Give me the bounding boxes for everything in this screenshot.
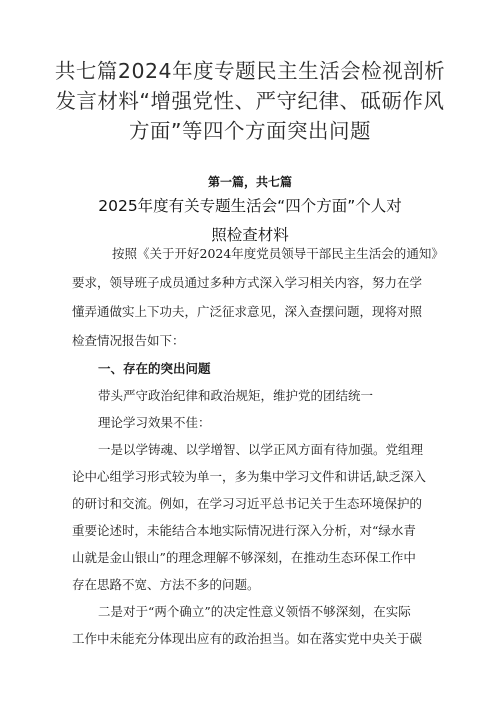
paragraph-line: 按照《关于开好2024年度党员领导干部民主生活会的通知》 (112, 246, 444, 261)
paragraph-line: 论中心组学习形式较为单一，多为集中学习文件和讲话,缺乏深入 (72, 469, 426, 484)
document-title (40, 56, 460, 146)
paragraph-line: 二是对于“两个确立”的决定性意义领悟不够深刻，在实际 (98, 604, 411, 619)
paragraph-line: 重要论述时，未能结合本地实际情况进行深入分析，对“绿水青 (72, 523, 416, 538)
section-heading: 一、存在的突出问题 (98, 361, 211, 376)
paragraph-line: 工作中未能充分体现出应有的政治担当。如在落实党中央关于碳 (72, 631, 423, 646)
paragraph-line: 山就是金山银山”的理念理解不够深刻，在推动生态环保工作中 (72, 550, 416, 565)
title-line-1: 共七篇2024年度专题民主生活会检视剖析 (54, 59, 446, 83)
paragraph-line: 存在思路不宽、方法不多的问题。 (72, 577, 260, 592)
title-line-2: 发言材料“增强党性、严守纪律、砥砺作风 (55, 89, 445, 113)
paragraph-line: 一是以学铸魂、以学增智、以学正风方面有待加强。党组理 (98, 442, 424, 457)
paragraph-line: 检查情况报告如下： (72, 333, 185, 348)
paragraph-line: 要求，领导班子成员通过多种方式深入学习相关内容，努力在学 (72, 275, 423, 290)
section-title (60, 192, 440, 250)
section-title-line-1: 2025年度有关专题生活会“四个方面”个人对 (98, 197, 402, 215)
paragraph-line: 的研讨和交流。例如，在学习习近平总书记关于生态环境保护的 (72, 496, 423, 511)
section-title-line-2: 照检查材料 (211, 226, 289, 244)
paragraph-line: 带头严守政治纪律和政治规矩，维护党的团结统一 (98, 388, 374, 403)
paragraph-line: 理论学习效果不佳： (98, 415, 211, 430)
part-label: 第一篇，共七篇 (207, 175, 292, 189)
title-line-3: 方面”等四个方面突出问题 (128, 119, 372, 143)
paragraph-line: 懂弄通做实上下功夫，广泛征求意见，深入查摆问题，现将对照 (72, 304, 423, 319)
